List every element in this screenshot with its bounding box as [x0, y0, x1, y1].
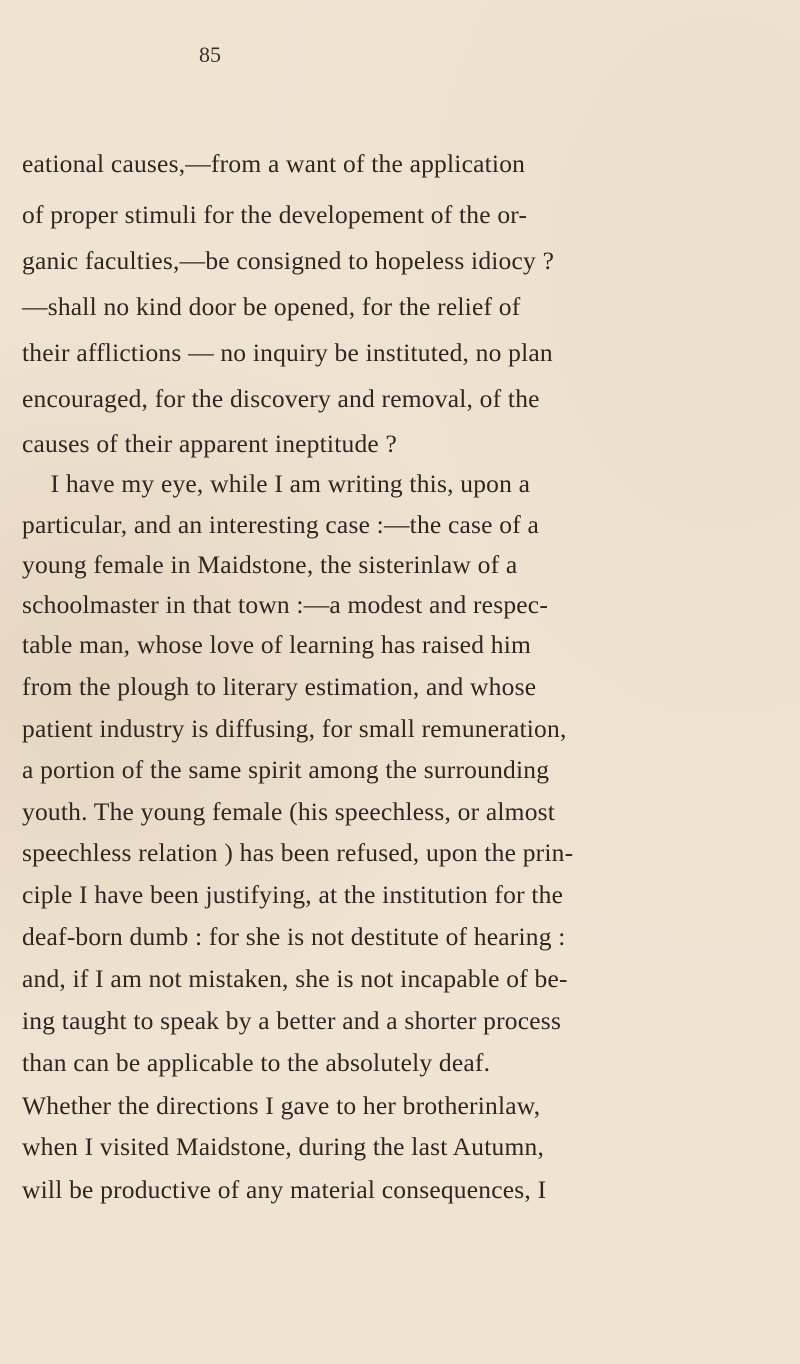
text-line: —shall no kind door be opened, for the relief of — [22, 294, 521, 321]
text-line: ciple I have been justifying, at the institution for the — [22, 882, 564, 909]
text-line: than can be applicable to the absolutely deaf. — [22, 1050, 491, 1077]
page-number: 85 — [199, 42, 221, 67]
text-line: of proper stimuli for the developement of the or- — [22, 202, 528, 229]
text-line: young female in Maidstone, the sisterinlaw of a — [22, 552, 518, 579]
text-line: their afflictions — no inquiry be instituted, no plan — [22, 340, 553, 367]
paragraph-start-line: I have my eye, while I am writing this, upon a — [50, 471, 531, 498]
text-line: eational causes,—from a want of the application — [22, 151, 526, 178]
text-line: table man, whose love of learning has raised him — [22, 632, 532, 659]
text-line: when I visited Maidstone, during the last Autumn, — [22, 1134, 545, 1161]
text-line: Whether the directions I gave to her brotherinlaw, — [22, 1093, 541, 1120]
text-line: speechless relation ) has been refused, upon the prin- — [22, 840, 574, 867]
text-line: particular, and an interesting case :—the case of a — [22, 512, 540, 539]
text-line: encouraged, for the discovery and removal, of the — [22, 386, 540, 413]
text-line: deaf-born dumb : for she is not destitute of hearing : — [22, 924, 566, 951]
text-line: and, if I am not mistaken, she is not incapable of be- — [22, 966, 568, 993]
text-line: ganic faculties,—be consigned to hopeless idiocy ? — [22, 248, 555, 275]
text-line: causes of their apparent ineptitude ? — [22, 431, 398, 458]
text-line: ing taught to speak by a better and a shorter process — [22, 1008, 562, 1035]
text-line: will be productive of any material consequences, I — [22, 1177, 547, 1204]
text-line: from the plough to literary estimation, and whose — [22, 674, 537, 701]
text-line: a portion of the same spirit among the surrounding — [22, 757, 550, 784]
text-line: schoolmaster in that town :—a modest and respec- — [22, 592, 549, 619]
text-line: youth. The young female (his speechless, or almost — [22, 799, 556, 826]
text-line: patient industry is diffusing, for small remuneration, — [22, 716, 567, 743]
